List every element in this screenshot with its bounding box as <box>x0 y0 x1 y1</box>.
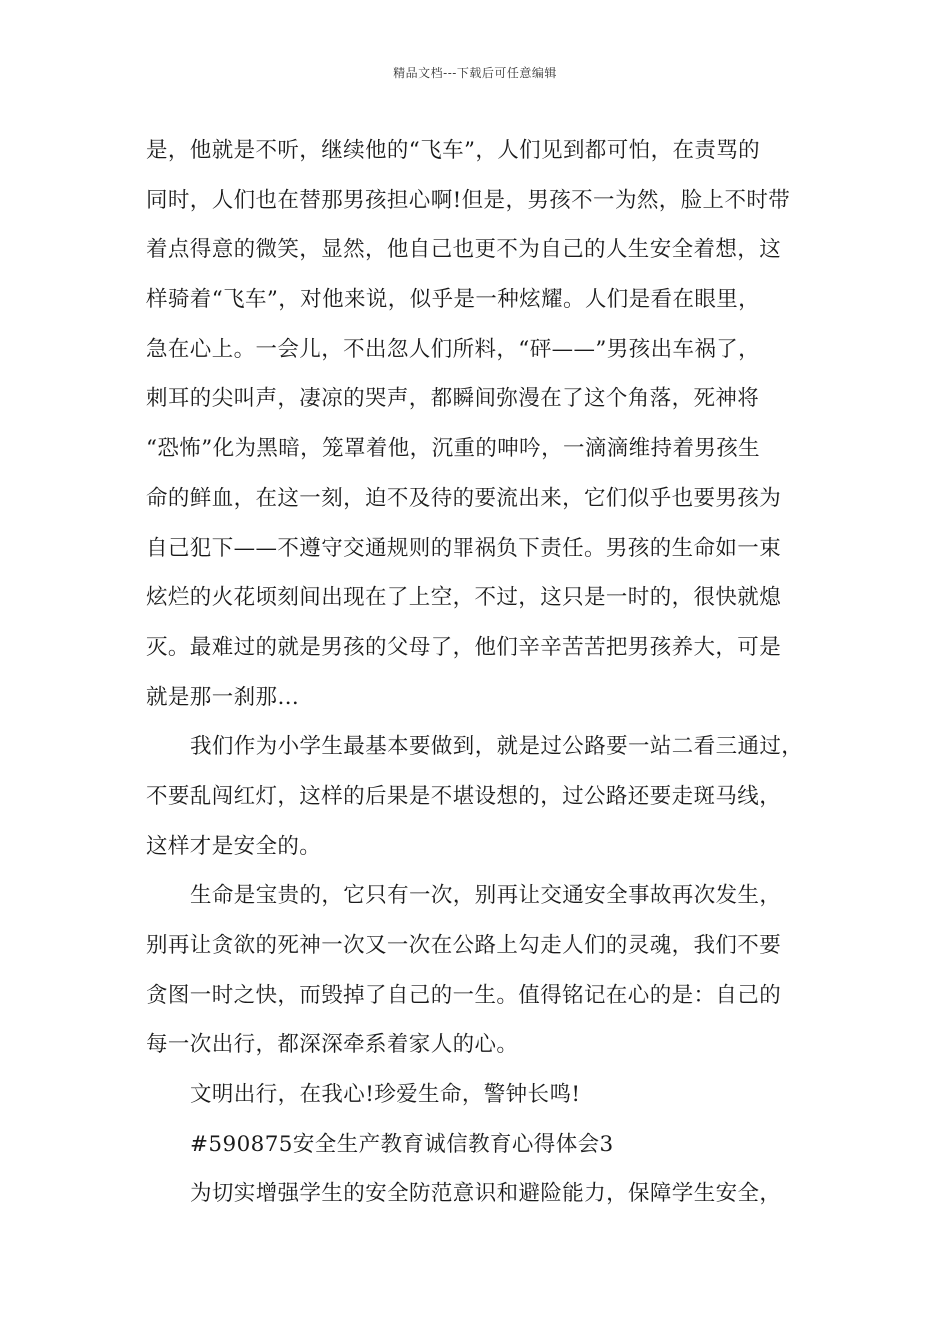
text-line: 急在心上。一会儿，不出忽人们所料，“砰——”男孩出车祸了， <box>146 336 761 362</box>
text-line: 我们作为小学生最基本要做到，就是过公路要一站二看三通过， <box>190 734 804 760</box>
text-line: 同时，人们也在替那男孩担心啊!但是，男孩不一为然，脸上不时带 <box>146 187 791 213</box>
text-line: 是，他就是不听，继续他的“飞车”，人们见到都可怕，在责骂的 <box>146 138 761 163</box>
text-line: 贪图一时之快，而毁掉了自己的一生。值得铭记在心的是：自己的 <box>146 982 782 1008</box>
text-line: 这样才是安全的。 <box>146 833 322 859</box>
text-line: 着点得意的微笑，显然，他自己也更不为自己的人生安全着想，这 <box>146 237 782 263</box>
text-line: #590875安全生产教育诚信教育心得体会3 <box>190 1131 614 1157</box>
text-line: 不要乱闯红灯，这样的后果是不堪设想的，过公路还要走斑马线， <box>146 783 782 809</box>
text-line: 就是那一刹那… <box>146 684 300 710</box>
text-line: 刺耳的尖叫声，凄凉的哭声，都瞬间弥漫在了这个角落，死神将 <box>146 386 760 412</box>
body-text <box>146 126 806 1219</box>
text-line: 命的鲜血，在这一刻，迫不及待的要流出来，它们似乎也要男孩为 <box>146 485 782 511</box>
text-line: 为切实增强学生的安全防范意识和避险能力，保障学生安全， <box>190 1181 782 1207</box>
text-line: 自己犯下——不遵守交通规则的罪祸负下责任。男孩的生命如一束 <box>146 535 782 561</box>
text-line: 每一次出行，都深深牵系着家人的心。 <box>146 1032 519 1058</box>
text-line: 文明出行，在我心!珍爱生命，警钟长鸣! <box>190 1082 581 1108</box>
text-line: “恐怖”化为黑暗，笼罩着他，沉重的呻吟，一滴滴维持着男孩生 <box>146 436 761 462</box>
text-line: 别再让贪欲的死神一次又一次在公路上勾走人们的灵魂，我们不要 <box>146 933 782 958</box>
text-line: 样骑着“飞车”，对他来说，似乎是一种炫耀。人们是看在眼里， <box>146 287 761 313</box>
text-line: 炫烂的火花顷刻间出现在了上空，不过，这只是一时的，很快就熄 <box>146 585 782 611</box>
text-line: 灭。最难过的就是男孩的父母了，他们辛辛苦苦把男孩养大，可是 <box>146 634 782 660</box>
page-header: 精品文档---下载后可任意编辑 <box>393 66 557 80</box>
text-line: 生命是宝贵的，它只有一次，别再让交通安全事故再次发生， <box>190 883 782 909</box>
